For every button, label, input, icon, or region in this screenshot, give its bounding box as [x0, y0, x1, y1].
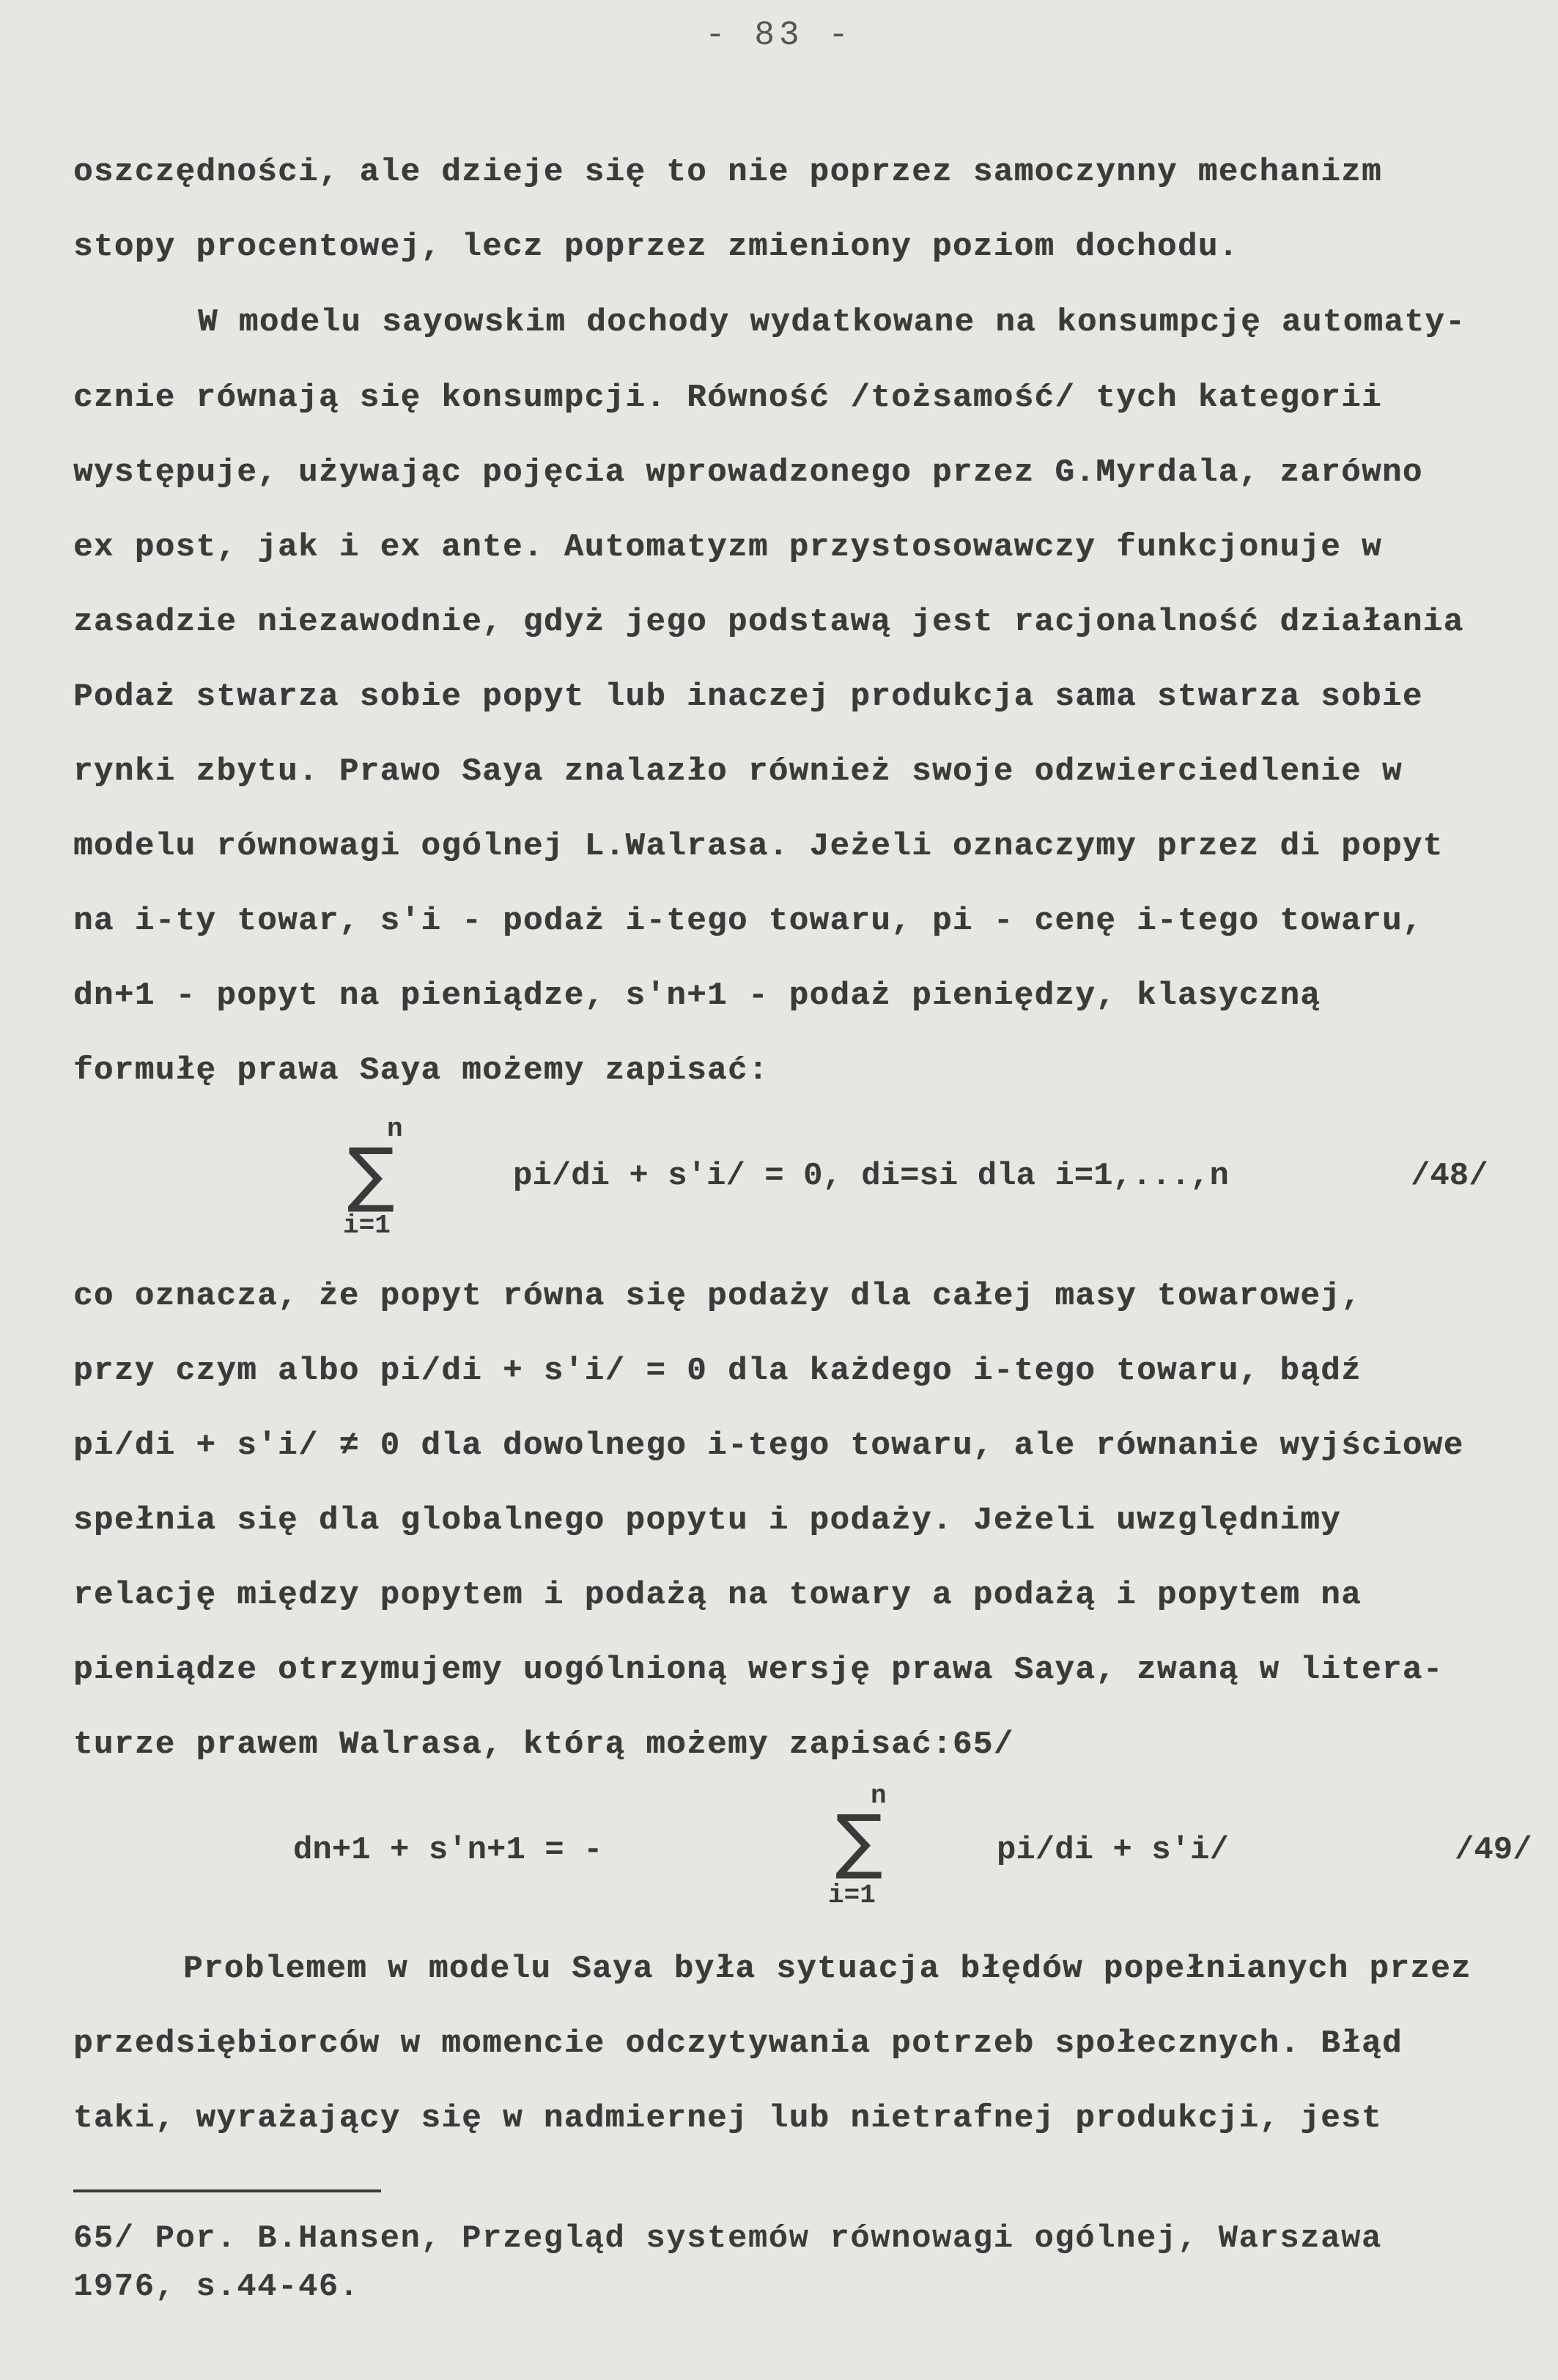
sum-lower-limit: i=1 [343, 1211, 391, 1241]
text-line: Problemem w modelu Saya była sytuacja błędów popełnianych przez [183, 1951, 1472, 1987]
text-line: oszczędności, ale dzieje się to nie poprzez samoczynny mechanizm [73, 154, 1382, 191]
text-line: na i-ty towar, s'i - podaż i-tego towaru, pi - cenę i-tego towaru, [73, 903, 1423, 939]
equation-body: pi/di + s'i/ = 0, di=si dla i=1,...,n [513, 1158, 1229, 1194]
text-line: co oznacza, że popyt równa się podaży dla całej masy towarowej, [73, 1278, 1362, 1315]
equation-lhs: dn+1 + s'n+1 = - [293, 1832, 603, 1869]
summation-sign: ∑ [835, 1800, 883, 1882]
text-line: spełnia się dla globalnego popytu i podaży. Jeżeli uwzględnimy [73, 1502, 1342, 1539]
sum-upper-limit: n [387, 1114, 403, 1144]
text-line: pi/di + s'i/ ≠ 0 dla dowolnego i-tego towaru, ale równanie wyjściowe [73, 1427, 1464, 1464]
text-line: zasadzie niezawodnie, gdyż jego podstawą jest racjonalność działania [73, 604, 1464, 640]
text-line: taki, wyrażający się w nadmiernej lub nietrafnej produkcji, jest [73, 2100, 1382, 2137]
equation-number: /49/ [1455, 1832, 1532, 1869]
footnote-line: 1976, s.44-46. [73, 2269, 360, 2305]
text-line: pieniądze otrzymujemy uogólnioną wersję prawa Saya, zwaną w litera- [73, 1652, 1444, 1688]
footnote-line: 65/ Por. B.Hansen, Przegląd systemów równowagi ogólnej, Warszawa [73, 2220, 1382, 2257]
text-line: relację między popytem i podażą na towary a podażą i popytem na [73, 1577, 1362, 1614]
text-line: dn+1 - popyt na pieniądze, s'n+1 - podaż pieniędzy, klasyczną [73, 978, 1321, 1014]
summation-sign: ∑ [347, 1133, 395, 1215]
equation-48 [0, 1114, 1558, 1253]
equation-number: /48/ [1411, 1158, 1488, 1194]
page-number: - 83 - [705, 16, 853, 54]
text-line: ex post, jak i ex ante. Automatyzm przystosowawczy funkcjonuje w [73, 529, 1382, 566]
sum-lower-limit: i=1 [828, 1880, 876, 1910]
text-line: Podaż stwarza sobie popyt lub inaczej produkcja sama stwarza sobie [73, 679, 1423, 715]
text-line: przedsiębiorców w momencie odczytywania potrzeb społecznych. Błąd [73, 2025, 1403, 2062]
equation-rhs: pi/di + s'i/ [997, 1832, 1229, 1869]
text-line: W modelu sayowskim dochody wydatkowane na konsumpcję automaty- [198, 304, 1466, 341]
footnote-divider [73, 2189, 381, 2192]
sum-upper-limit: n [871, 1781, 887, 1811]
text-line: przy czym albo pi/di + s'i/ = 0 dla każdego i-tego towaru, bądź [73, 1353, 1362, 1389]
text-line: cznie równają się konsumpcji. Równość /tożsamość/ tych kategorii [73, 380, 1382, 416]
text-line: stopy procentowej, lecz poprzez zmieniony poziom dochodu. [73, 229, 1239, 265]
text-line: rynki zbytu. Prawo Saya znalazło również swoje odzwierciedlenie w [73, 753, 1403, 790]
text-line: formułę prawa Saya możemy zapisać: [73, 1052, 769, 1089]
text-line: turze prawem Walrasa, którą możemy zapisać:65/ [73, 1726, 1014, 1763]
equation-49 [0, 1781, 1558, 1920]
text-line: występuje, używając pojęcia wprowadzonego przez G.Myrdala, zarówno [73, 454, 1423, 491]
text-line: modelu równowagi ogólnej L.Walrasa. Jeżeli oznaczymy przez di popyt [73, 828, 1444, 865]
